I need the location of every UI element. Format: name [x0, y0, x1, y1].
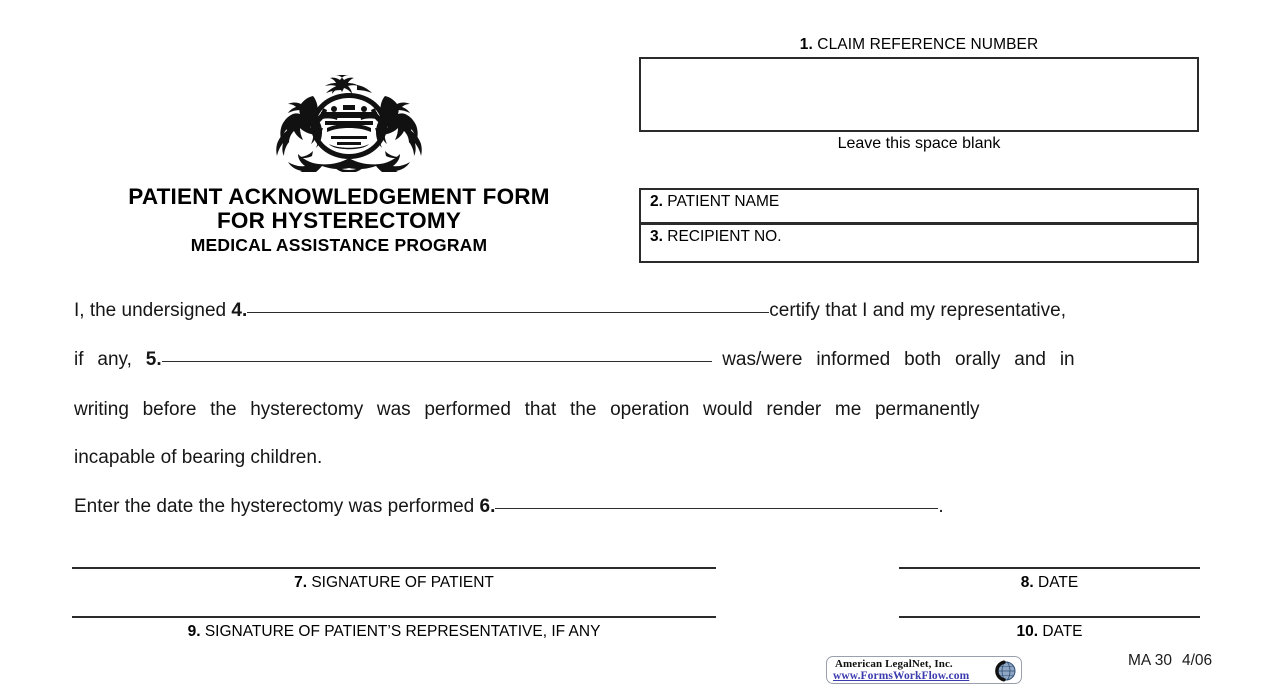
legalnet-url-link[interactable]: www.FormsWorkFlow.com [833, 670, 970, 682]
signature-of-representative-line[interactable] [72, 616, 716, 618]
field-6-index: 6. [479, 496, 496, 517]
page-title-line-1: PATIENT ACKNOWLEDGEMENT FORM [128, 184, 550, 209]
field-7-text: SIGNATURE OF PATIENT [311, 574, 494, 591]
field-5-blank[interactable] [162, 361, 712, 362]
patient-name-index: 2. [650, 193, 663, 210]
field-10-text: DATE [1042, 623, 1083, 640]
patient-date-label [899, 574, 1200, 592]
patient-name-field[interactable] [639, 188, 1199, 224]
body-line-1-prefix: I, the undersigned [74, 300, 232, 321]
patient-name-label [650, 193, 779, 211]
american-legalnet-badge[interactable] [826, 656, 1022, 684]
legalnet-company-name: American LegalNet, Inc. [835, 658, 953, 670]
form-number-text: MA 30 [1128, 652, 1172, 669]
body-line-2-prefix: if any, [74, 349, 146, 370]
patient-date-line[interactable] [899, 567, 1200, 569]
claim-reference-number-label [639, 36, 1199, 54]
page-title-line-3: MEDICAL ASSISTANCE PROGRAM [190, 234, 488, 255]
claim-reference-number-index: 1. [799, 36, 813, 53]
patient-name-text: PATIENT NAME [667, 193, 780, 210]
body-line-5-suffix: . [938, 496, 944, 517]
page-title-line-2: FOR HYSTERECTOMY [216, 208, 462, 234]
body-line-2-suffix: was/were informed both orally and in [722, 349, 1075, 370]
field-4-index: 4. [231, 300, 248, 321]
field-9-index: 9. [187, 623, 201, 640]
claim-reference-number-text: CLAIM REFERENCE NUMBER [817, 36, 1039, 53]
field-5-index: 5. [145, 349, 162, 370]
field-9-text: SIGNATURE OF PATIENT’S REPRESENTATIVE, IF ANY [204, 623, 601, 640]
body-line-2 [74, 349, 1201, 371]
body-line-1-suffix: certify that I and my representative, [769, 300, 1066, 321]
representative-date-line[interactable] [899, 616, 1200, 618]
signature-of-representative-label [72, 623, 716, 641]
field-8-index: 8. [1020, 574, 1034, 591]
field-4-blank[interactable] [247, 312, 769, 313]
field-7-index: 7. [294, 574, 308, 591]
body-line-5 [74, 496, 1201, 518]
form-number [1128, 652, 1212, 670]
signature-of-patient-label [72, 574, 716, 592]
recipient-number-index: 3. [650, 228, 663, 245]
field-10-index: 10. [1016, 623, 1039, 640]
body-line-3: writing before the hysterectomy was performed that the operation would render me permanently [74, 399, 980, 420]
page-title [46, 185, 632, 254]
field-8-text: DATE [1038, 574, 1079, 591]
recipient-number-text: RECIPIENT NO. [667, 228, 782, 245]
body-line-4: incapable of bearing children. [74, 447, 323, 468]
form-revision-text: 4/06 [1181, 652, 1213, 669]
recipient-number-field[interactable] [639, 223, 1199, 263]
claim-reference-number-field[interactable] [639, 57, 1199, 132]
signature-of-patient-line[interactable] [72, 567, 716, 569]
pennsylvania-coat-of-arms-icon [243, 72, 455, 172]
field-6-blank[interactable] [495, 508, 938, 509]
representative-date-label [899, 623, 1200, 641]
recipient-number-label [650, 228, 782, 246]
body-line-1 [74, 300, 1201, 322]
globe-icon [993, 659, 1017, 683]
leave-this-space-blank-note: Leave this space blank [837, 135, 1001, 152]
body-line-5-prefix: Enter the date the hysterectomy was performed [74, 496, 480, 517]
